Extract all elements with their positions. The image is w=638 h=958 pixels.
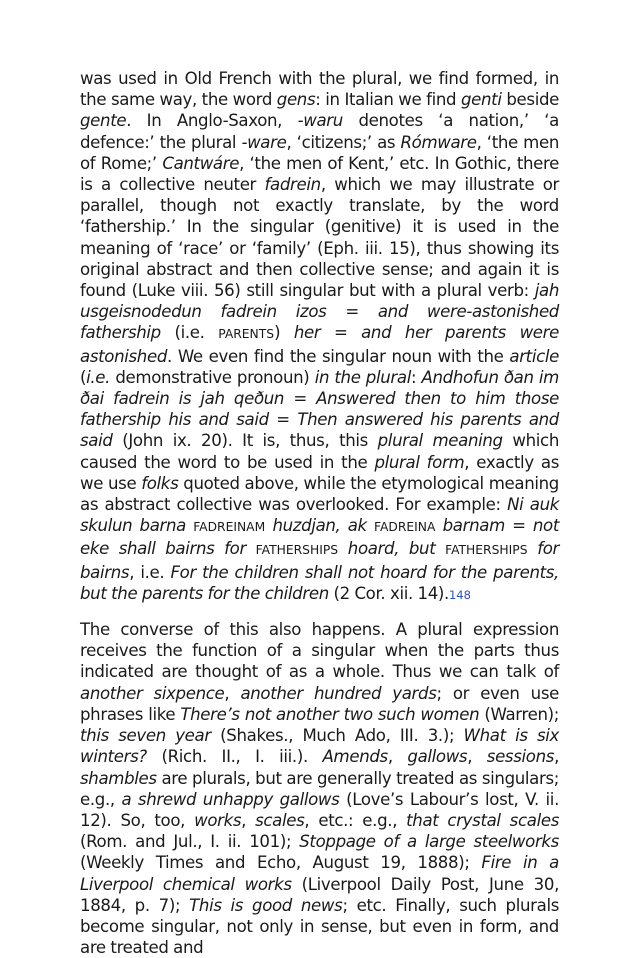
italic-text: Ni auk skulun barna bbox=[80, 495, 559, 536]
italic-text: i.e. bbox=[86, 367, 111, 387]
body-text: ; etc. Finally, such plurals become singular, not only in sense, but even in form, and are treated and bbox=[80, 895, 560, 958]
italic-text: This is good news bbox=[189, 895, 343, 915]
body-text: . In Anglo-Saxon, bbox=[126, 111, 298, 131]
italic-text: Rómware bbox=[400, 132, 477, 152]
small-caps-text: FATHERSHIPS bbox=[255, 543, 339, 558]
italic-text: For the children shall not hoard for the parents, but the parents for the children bbox=[80, 562, 559, 603]
body-text: : in Italian we find bbox=[315, 90, 461, 110]
body-text: , ‘citizens;’ as bbox=[286, 132, 401, 152]
body-text: , bbox=[241, 810, 256, 830]
italic-text: gallows bbox=[407, 747, 468, 767]
italic-text: that crystal scales bbox=[406, 810, 559, 830]
italic-text: Amends bbox=[322, 747, 388, 767]
italic-text: for bairns bbox=[80, 539, 560, 582]
italic-text: huzdjan, ak bbox=[272, 516, 367, 536]
italic-text: in the plural bbox=[314, 367, 411, 387]
body-text: denotes ‘a nation,’ ‘a defence:’ the plural bbox=[80, 111, 559, 152]
paragraph-1 bbox=[80, 68, 559, 606]
body-text bbox=[246, 539, 256, 558]
body-text: ; or even use phrases like bbox=[80, 683, 559, 724]
body-text: are plurals, but are generally treated as singulars; e.g., bbox=[80, 768, 559, 809]
body-text: . We even find the singular noun with the bbox=[167, 346, 510, 366]
body-text: , which we may illustrate or parallel, though not exactly translate, by the word ‘fathership.’ In the singular (genitive) it is used in the meaning of ‘race’ or ‘family’ (Eph. iii. 15), thus showing its original abstract and then collective sense; and again it is found (Luke viii. 56) still singular but with a plural verb: bbox=[80, 175, 559, 301]
body-text: , ‘the men of Kent,’ etc. In Gothic, there is a collective neuter bbox=[80, 153, 559, 195]
body-text bbox=[435, 516, 442, 535]
italic-text: works bbox=[194, 810, 242, 830]
small-caps-text: PARENTS bbox=[218, 327, 275, 342]
body-text: (Love’s Labour’s lost, V. ii. 12). So, too, bbox=[80, 789, 559, 830]
body-text: ) bbox=[274, 323, 294, 343]
italic-text: hoard, but bbox=[347, 539, 436, 559]
italic-text: another sixpence bbox=[80, 683, 225, 703]
italic-text: gens bbox=[276, 90, 316, 110]
body-text: , bbox=[467, 747, 487, 767]
italic-text: There’s not another two such women bbox=[180, 704, 480, 724]
italic-text: a shrewd unhappy gallows bbox=[121, 789, 340, 809]
italic-text: folks bbox=[141, 473, 179, 493]
body-text: The converse of this also happens. A plural expression receives the function of a singular when the parts thus indicated are thought of as a whole. Thus we can talk of bbox=[80, 620, 559, 682]
small-caps-text: FADREINA bbox=[374, 520, 436, 535]
body-text: beside bbox=[501, 90, 559, 110]
body-text: , i.e. bbox=[129, 562, 171, 582]
body-text: : bbox=[410, 367, 422, 387]
body-text: quoted above, while the etymological meaning as abstract collective was overlooked. For example: bbox=[80, 473, 559, 515]
body-text: (Shakes., Much Ado, III. 3.); bbox=[210, 726, 464, 746]
body-text: (i.e. bbox=[160, 323, 219, 343]
italic-text: -waru bbox=[297, 111, 343, 131]
italic-text: article bbox=[509, 346, 559, 366]
italic-text: shambles bbox=[80, 768, 157, 788]
italic-text: Cantwáre bbox=[162, 153, 240, 173]
body-text: , bbox=[224, 683, 241, 703]
body-text: , exactly as we use bbox=[80, 452, 559, 493]
italic-text: another hundred yards bbox=[240, 683, 437, 703]
italic-text: her = and her parents were astonished bbox=[80, 323, 559, 366]
document-page bbox=[80, 68, 559, 958]
small-caps-text: FADREINAM bbox=[193, 520, 266, 535]
italic-text: scales bbox=[255, 810, 305, 830]
body-text: , bbox=[387, 747, 408, 767]
body-text bbox=[367, 516, 374, 535]
italic-text: genti bbox=[460, 90, 502, 110]
small-caps-text: FATHERSHIPS bbox=[445, 543, 528, 558]
italic-text: Fire in a Liverpool chemical works bbox=[80, 853, 559, 894]
body-text bbox=[528, 539, 538, 558]
body-text bbox=[338, 539, 348, 558]
body-text: (Warren); bbox=[479, 704, 559, 724]
italic-text: -ware bbox=[241, 132, 287, 152]
italic-text: this seven year bbox=[80, 726, 211, 746]
body-text: was used in Old French with the plural, we find formed, in the same way, the word bbox=[80, 69, 559, 110]
italic-text: plural form bbox=[374, 452, 465, 472]
body-text: (2 Cor. xii. 14). bbox=[328, 583, 449, 603]
italic-text: jah usgeisnodedun fadrein izos = and were-astonished fathership bbox=[80, 281, 559, 343]
body-text: demonstrative pronoun) bbox=[110, 367, 315, 387]
italic-text: Andhofun ðan im ðai fadrein is jah qeðun = Answered then to him those fathership his and said = Then answered his parents and said bbox=[80, 367, 559, 451]
body-text: (Rom. and Jul., I. ii. 101); bbox=[80, 832, 300, 852]
italic-text: What is six winters? bbox=[80, 726, 559, 767]
body-text: , etc.: e.g., bbox=[304, 810, 407, 830]
body-text: , ‘the men of Rome;’ bbox=[80, 132, 560, 173]
body-text: which caused the word to be used in the bbox=[80, 431, 559, 472]
italic-text: fadrein bbox=[264, 175, 321, 195]
italic-text: plural meaning bbox=[377, 431, 503, 451]
paragraph-2 bbox=[80, 619, 559, 958]
body-text: (John ix. 20). It is, thus, this bbox=[112, 431, 378, 451]
body-text: (Liverpool Daily Post, June 30, 1884, p. 7); bbox=[80, 874, 560, 915]
body-text: (Rich. II., I. iii.). bbox=[146, 747, 323, 767]
footnote-link[interactable]: 148 bbox=[448, 587, 471, 602]
italic-text: sessions bbox=[486, 747, 555, 767]
italic-text: Stoppage of a large steelworks bbox=[299, 832, 559, 852]
body-text: , bbox=[554, 747, 559, 767]
body-text bbox=[435, 539, 445, 558]
body-text: ( bbox=[80, 367, 87, 387]
italic-text: gente bbox=[80, 111, 127, 131]
body-text: (Weekly Times and Echo, August 19, 1888); bbox=[80, 853, 482, 873]
italic-text: barnam = not eke shall bairns for bbox=[80, 516, 559, 559]
